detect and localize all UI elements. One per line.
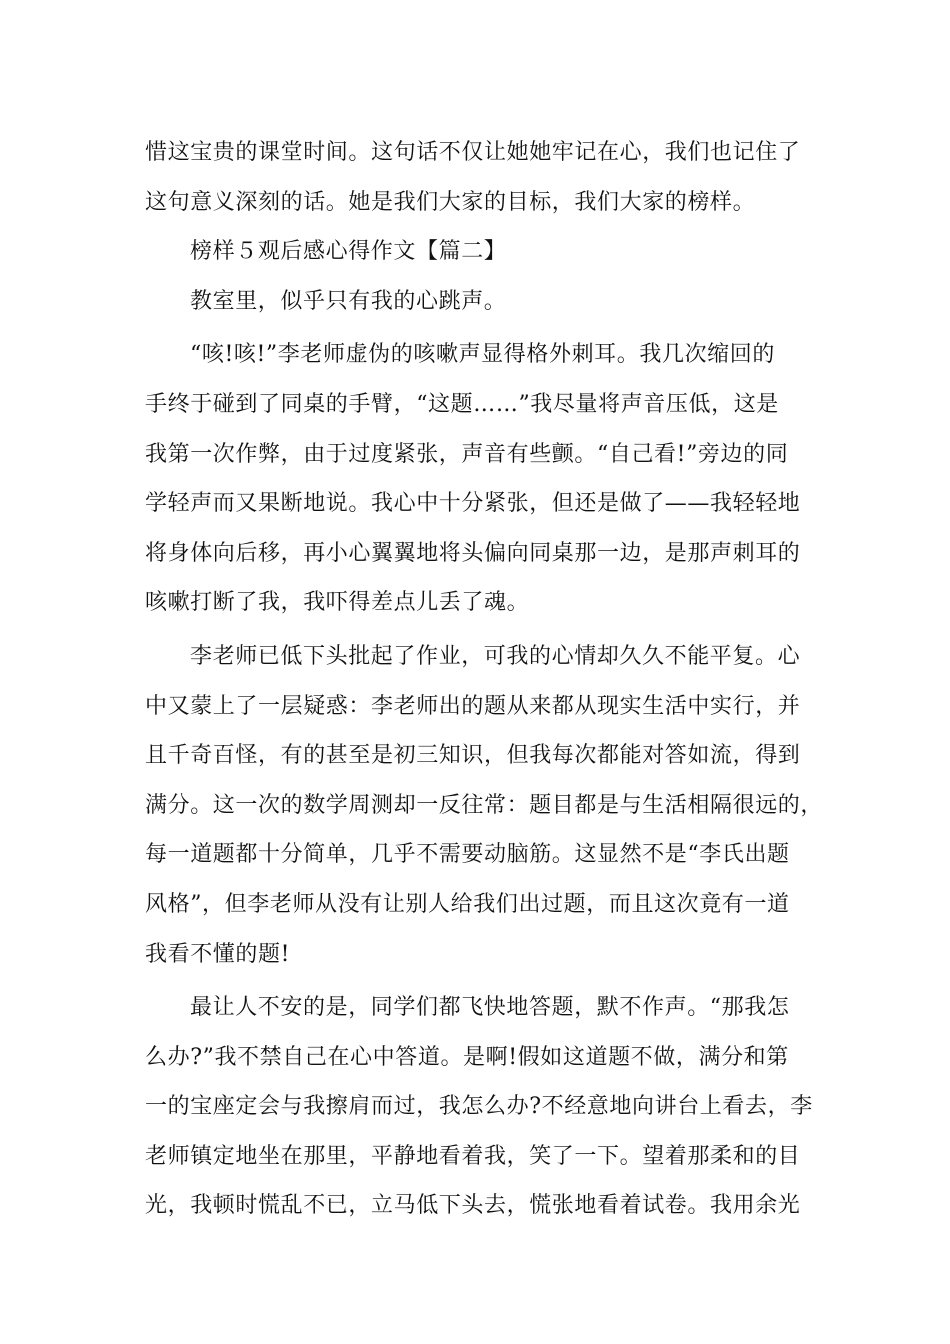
text-line: 风格”，但李老师从没有让别人给我们出过题，而且这次竟有一道 — [145, 891, 790, 917]
text-line: 每一道题都十分简单，几乎不需要动脑筋。这显然不是“李氏出题 — [145, 842, 790, 868]
text-line: 一的宝座定会与我擦肩而过，我怎么办?不经意地向讲台上看去，李 — [145, 1094, 813, 1120]
text-line: 最让人不安的是，同学们都飞快地答题，默不作声。“那我怎 — [190, 995, 790, 1021]
text-line: 将身体向后移，再小心翼翼地将头偏向同桌那一边，是那声刺耳的 — [145, 540, 801, 566]
text-line: 光，我顿时慌乱不已，立马低下头去，慌张地看着试卷。我用余光 — [145, 1193, 801, 1219]
text-line: “咳!咳!”李老师虚伪的咳嗽声显得格外刺耳。我几次缩回的 — [190, 342, 775, 368]
text-line: 惜这宝贵的课堂时间。这句话不仅让她她牢记在心，我们也记住了 — [145, 140, 801, 165]
paragraph — [145, 128, 810, 227]
text-line: 么办?”我不禁自己在心中答道。是啊!假如这道题不做，满分和第 — [145, 1044, 789, 1070]
text-line: 咳嗽打断了我，我吓得差点儿丢了魂。 — [145, 590, 530, 616]
text-line: 这句意义深刻的话。她是我们大家的目标，我们大家的榜样。 — [145, 189, 756, 215]
paragraph — [145, 330, 810, 628]
text-line: 学轻声而又果断地说。我心中十分紧张，但还是做了——我轻轻地 — [145, 491, 801, 517]
paragraph — [145, 277, 810, 327]
paragraph — [145, 632, 824, 979]
text-line: 满分。这一次的数学周测却一反往常：题目都是与生活相隔很远的， — [145, 792, 824, 818]
section-heading — [145, 227, 810, 277]
text-line: 教室里，似乎只有我的心跳声。 — [190, 288, 507, 314]
text-line: 我看不懂的题! — [145, 941, 291, 967]
heading-line: 榜样５观后感心得作文【篇二】 — [190, 239, 507, 265]
text-line: 中又蒙上了一层疑惑：李老师出的题从来都从现实生活中实行，并 — [145, 693, 801, 719]
text-line: 老师镇定地坐在那里，平静地看着我，笑了一下。望着那柔和的目 — [145, 1143, 801, 1169]
text-line: 我第一次作弊，由于过度紧张，声音有些颤。“自己看!”旁边的同 — [145, 441, 789, 467]
text-line: 手终于碰到了同桌的手臂，“这题……”我尽量将声音压低，这是 — [145, 391, 779, 417]
article-body — [145, 128, 824, 1231]
text-line: 李老师已低下头批起了作业，可我的心情却久久不能平复。心 — [190, 643, 801, 669]
paragraph — [145, 983, 813, 1231]
text-line: 且千奇百怪，有的甚至是初三知识，但我每次都能对答如流，得到 — [145, 743, 801, 769]
